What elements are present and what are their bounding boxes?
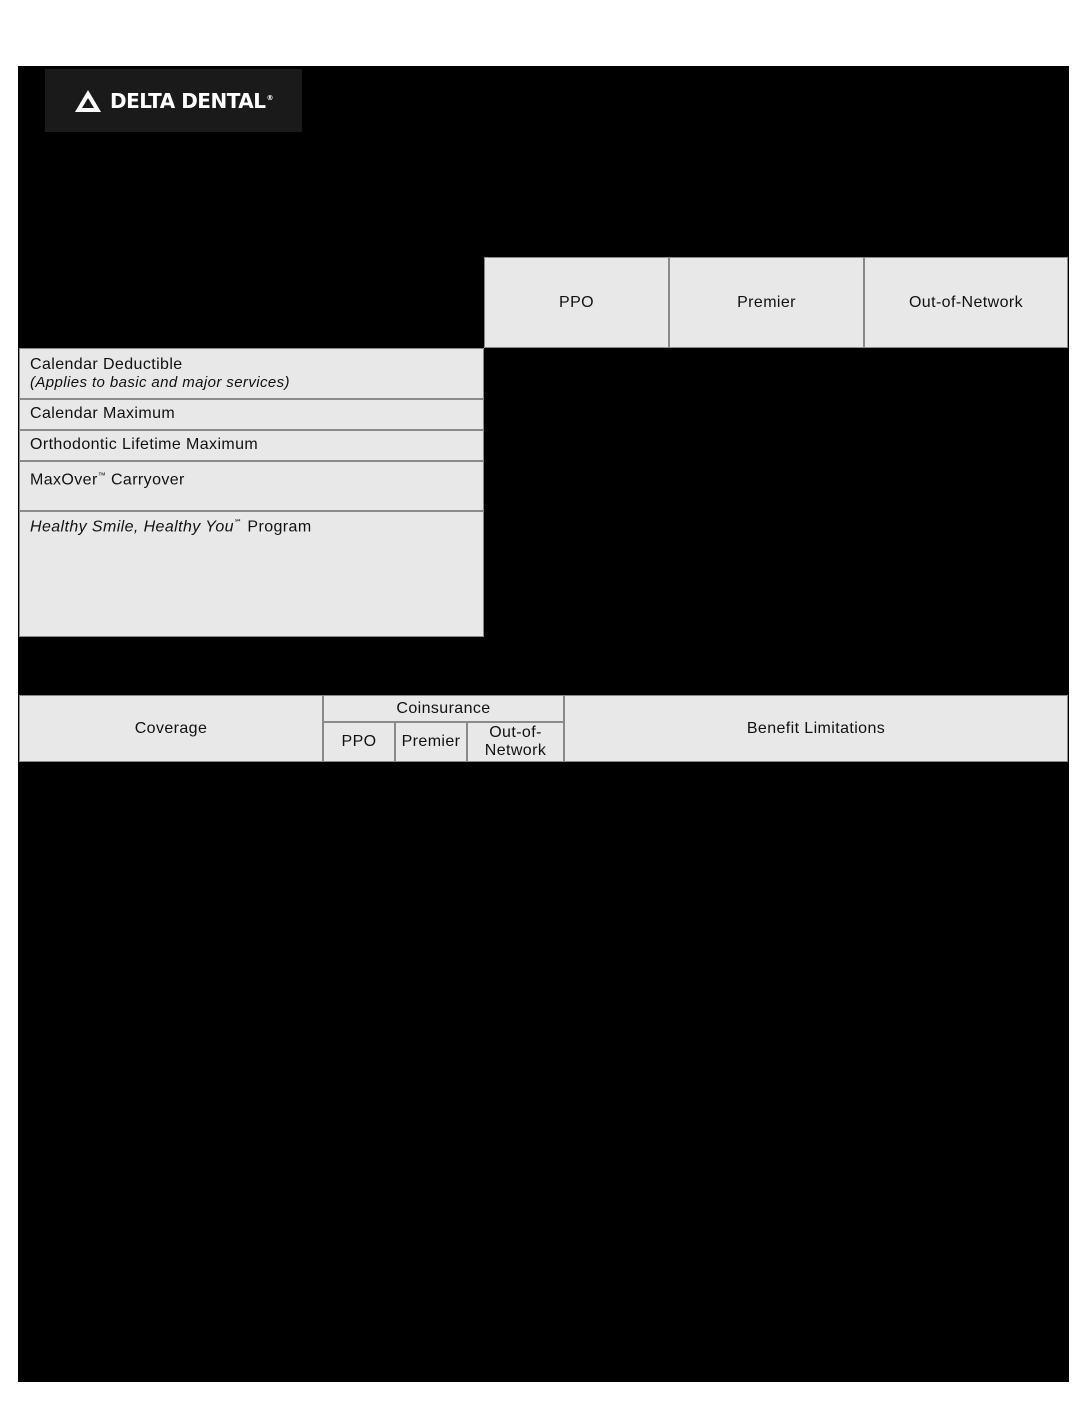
- coinsurance-header: Coinsurance: [323, 695, 564, 722]
- brand-name: DELTA DENTAL®: [109, 88, 274, 113]
- col-header-premier: Premier: [669, 257, 864, 348]
- row-ortho-lifetime-maximum: Orthodontic Lifetime Maximum: [19, 430, 484, 461]
- brand-logo: [45, 69, 302, 132]
- coinsurance-out-of-network-header: Out-of- Network: [467, 722, 564, 762]
- row-calendar-deductible: Calendar Deductible (Applies to basic and major services): [19, 348, 484, 399]
- delta-triangle-icon: [74, 89, 102, 113]
- row-calendar-maximum: Calendar Maximum: [19, 399, 484, 430]
- coinsurance-premier-header: Premier: [395, 722, 467, 762]
- document-page: [18, 66, 1069, 1382]
- coinsurance-ppo-header: PPO: [323, 722, 395, 762]
- benefit-limitations-header: Benefit Limitations: [564, 695, 1068, 762]
- row-healthy-smile-program: Healthy Smile, Healthy You℠ Program: [19, 511, 484, 637]
- col-header-out-of-network: Out-of-Network: [864, 257, 1068, 348]
- col-header-ppo: PPO: [484, 257, 669, 348]
- coverage-header: Coverage: [19, 695, 323, 762]
- row-maxover-carryover: MaxOver™ Carryover: [19, 461, 484, 511]
